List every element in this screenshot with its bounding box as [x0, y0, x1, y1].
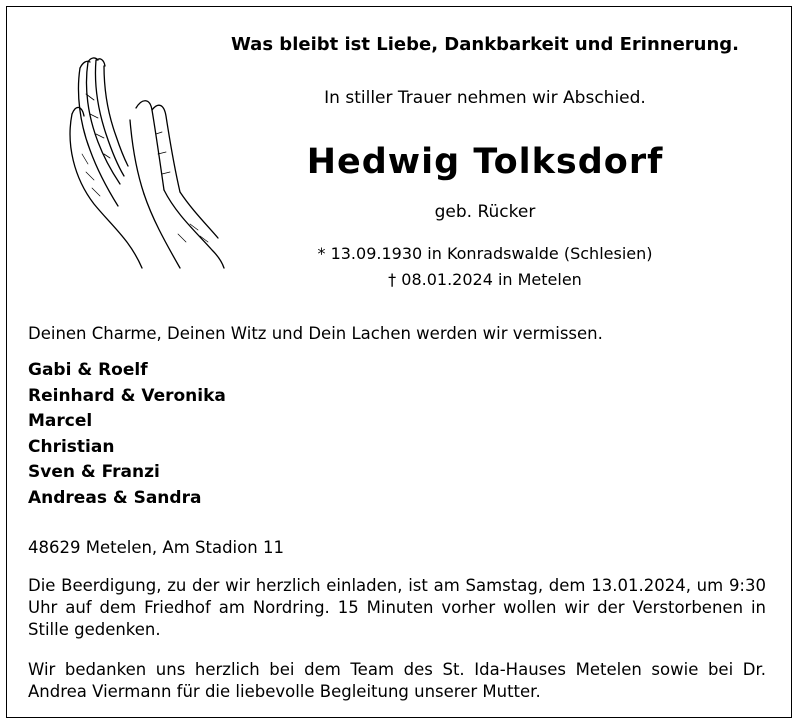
maiden-name: geb. Rücker [434, 202, 536, 222]
farewell-line: In stiller Trauer nehmen wir Abschied. [324, 88, 646, 108]
family-address: 48629 Metelen, Am Stadion 11 [28, 538, 284, 557]
mourners-list [28, 358, 226, 511]
funeral-notice: Die Beerdigung, zu der wir herzlich einladen, ist am Samstag, dem 13.01.2024, um 9:30 Uhr auf dem Friedhof am Nordring. 15 Minuten vorher wollen wir der Verstorbenen in Stille gedenken. [28, 576, 766, 639]
mourner-name: Gabi & Roelf [28, 360, 148, 380]
mourner-name: Marcel [28, 411, 93, 431]
memory-line: Deinen Charme, Deinen Witz und Dein Lachen werden wir vermissen. [28, 324, 603, 343]
death-date: † 08.01.2024 in Metelen [388, 270, 582, 289]
mourner-name: Sven & Franzi [28, 462, 160, 482]
mourner-name: Reinhard & Veronika [28, 385, 226, 406]
motto-heading: Was bleibt ist Liebe, Dankbarkeit und Erinnerung. [230, 34, 740, 55]
birth-date: * 13.09.1930 in Konradswalde (Schlesien) [317, 244, 653, 263]
thanks-notice: Wir bedanken uns herzlich bei dem Team des St. Ida-Hauses Metelen sowie bei Dr. Andrea Viermann für die liebevolle Begleitung unserer Mutter. [28, 660, 766, 701]
deceased-name: Hedwig Tolksdorf [306, 142, 664, 182]
mourner-name: Andreas & Sandra [28, 487, 202, 508]
mourner-name: Christian [28, 436, 115, 457]
